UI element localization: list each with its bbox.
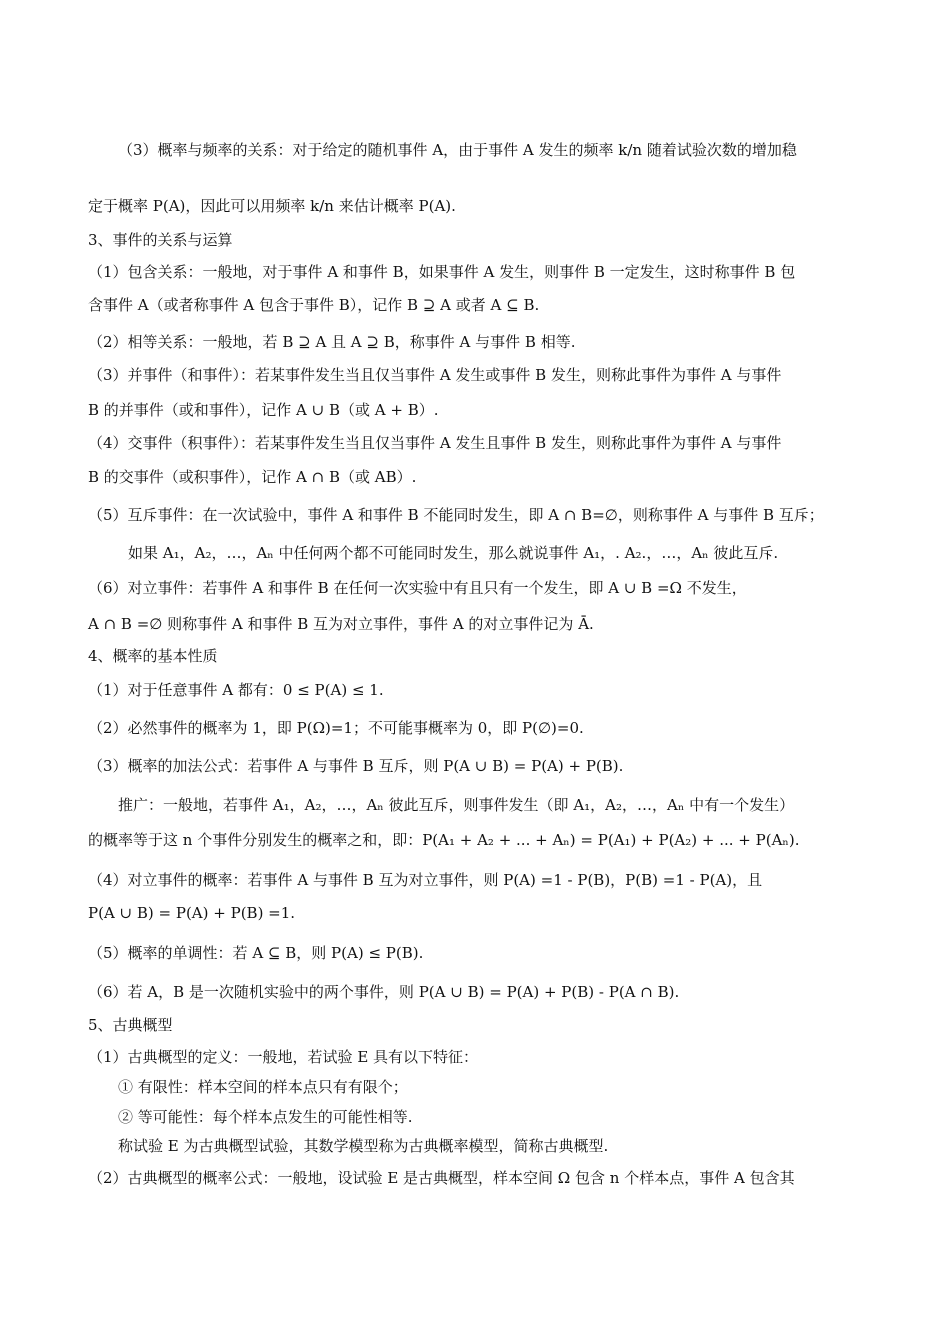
para-property-1 <box>88 680 868 700</box>
para-mutually-exclusive-1 <box>88 505 868 525</box>
para-intersection-2 <box>88 467 868 487</box>
text-line: ② 等可能性：每个样本点发生的可能性相等. <box>118 1108 413 1126</box>
para-union-1 <box>88 365 868 385</box>
para-inclusion-1 <box>88 262 868 282</box>
text-line: （1）包含关系：一般地，对于事件 A 和事件 B，如果事件 A 发生，则事件 B 一定发生，这时称事件 B 包 <box>88 263 796 281</box>
para-property-5 <box>88 943 868 963</box>
text-line: （1）古典概型的定义：一般地，若试验 E 具有以下特征： <box>88 1048 479 1066</box>
para-classical-def <box>88 1047 868 1067</box>
para-classical-formula <box>88 1168 868 1188</box>
text-line: 含事件 A（或者称事件 A 包含于事件 B），记作 B ⊇ A 或者 A ⊆ B. <box>88 296 540 314</box>
para-property-4a <box>88 870 868 890</box>
para-union-2 <box>88 400 868 420</box>
para-property-6 <box>88 982 868 1002</box>
section-heading-4 <box>88 646 868 666</box>
text-line: 5、古典概型 <box>88 1016 173 1034</box>
section-heading-5 <box>88 1015 868 1035</box>
text-line: 如果 A₁，A₂，…，Aₙ 中任何两个都不可能同时发生，那么就说事件 A₁，. A₂.，…，Aₙ 彼此互斥. <box>128 544 779 562</box>
text-line: 定于概率 P(A)，因此可以用频率 k/n 来估计概率 P(A). <box>88 197 456 215</box>
text-line: （6）若 A，B 是一次随机实验中的两个事件，则 P(A ∪ B) = P(A) + P(B) - P(A ∩ B). <box>88 983 680 1001</box>
para-property-4b <box>88 903 868 923</box>
text-line: （3）并事件（和事件）：若某事件发生当且仅当事件 A 发生或事件 B 发生，则称此事件为事件 A 与事件 <box>88 366 782 384</box>
para-intersection-1 <box>88 433 868 453</box>
para-complementary-1 <box>88 578 868 598</box>
text-line: P(A ∪ B) = P(A) + P(B) =1. <box>88 904 296 922</box>
text-line: 4、概率的基本性质 <box>88 647 218 665</box>
text-line: （6）对立事件：若事件 A 和事件 B 在任何一次实验中有且只有一个发生，即 A ∪ B =Ω 不发生， <box>88 579 747 597</box>
text-line: （5）概率的单调性：若 A ⊆ B，则 P(A) ≤ P(B). <box>88 944 424 962</box>
para-property-3 <box>88 756 868 776</box>
text-line: 的概率等于这 n 个事件分别发生的概率之和，即：P(A₁ + A₂ + ... + Aₙ) = P(A₁) + P(A₂) + ... + P(Aₙ). <box>88 831 800 849</box>
text-line: （4）对立事件的概率：若事件 A 与事件 B 互为对立事件，则 P(A) =1 - P(B)，P(B) =1 - P(A)，且 <box>88 871 763 889</box>
text-line: 3、事件的关系与运算 <box>88 231 233 249</box>
para-prob-freq-1 <box>118 140 898 160</box>
text-line: （5）互斥事件：在一次试验中，事件 A 和事件 B 不能同时发生，即 A ∩ B=∅，则称事件 A 与事件 B 互斥； <box>88 506 824 524</box>
text-line: （3）概率与频率的关系：对于给定的随机事件 A，由于事件 A 发生的频率 k/n 随着试验次数的增加稳 <box>118 141 797 159</box>
para-generalization-2 <box>88 830 868 850</box>
para-prob-freq-2 <box>88 196 868 216</box>
para-generalization-1 <box>118 795 898 815</box>
text-line: ① 有限性：样本空间的样本点只有有限个； <box>118 1078 408 1096</box>
text-line: （3）概率的加法公式：若事件 A 与事件 B 互斥，则 P(A ∪ B) = P(A) + P(B). <box>88 757 624 775</box>
para-equal-likelihood <box>118 1107 898 1127</box>
para-property-2 <box>88 718 868 738</box>
text-line: B 的交事件（或积事件），记作 A ∩ B（或 AB）. <box>88 468 417 486</box>
text-line: （1）对于任意事件 A 都有：0 ≤ P(A) ≤ 1. <box>88 681 384 699</box>
para-equality <box>88 332 868 352</box>
text-line: （4）交事件（积事件）：若某事件发生当且仅当事件 A 发生且事件 B 发生，则称此事件为事件 A 与事件 <box>88 434 782 452</box>
para-finiteness <box>118 1077 898 1097</box>
text-line: 称试验 E 为古典概型试验，其数学模型称为古典概率模型，简称古典概型. <box>118 1137 609 1155</box>
para-mutually-exclusive-2 <box>128 543 908 563</box>
para-complementary-2 <box>88 614 868 634</box>
text-line: （2）古典概型的概率公式：一般地，设试验 E 是古典概型，样本空间 Ω 包含 n 个样本点，事件 A 包含其 <box>88 1169 795 1187</box>
para-inclusion-2 <box>88 295 868 315</box>
text-line: A ∩ B =∅ 则称事件 A 和事件 B 互为对立事件，事件 A 的对立事件记为 Ā. <box>88 615 594 633</box>
text-line: （2）必然事件的概率为 1，即 P(Ω)=1；不可能事概率为 0，即 P(∅)=0. <box>88 719 584 737</box>
text-line: B 的并事件（或和事件），记作 A ∪ B（或 A + B）. <box>88 401 439 419</box>
text-line: （2）相等关系：一般地，若 B ⊇ A 且 A ⊇ B，称事件 A 与事件 B 相等. <box>88 333 576 351</box>
para-classical-name <box>118 1136 898 1156</box>
text-line: 推广：一般地，若事件 A₁，A₂，…，Aₙ 彼此互斥，则事件发生（即 A₁，A₂，…，Aₙ 中有一个发生） <box>118 796 795 814</box>
section-heading-3 <box>88 230 868 250</box>
